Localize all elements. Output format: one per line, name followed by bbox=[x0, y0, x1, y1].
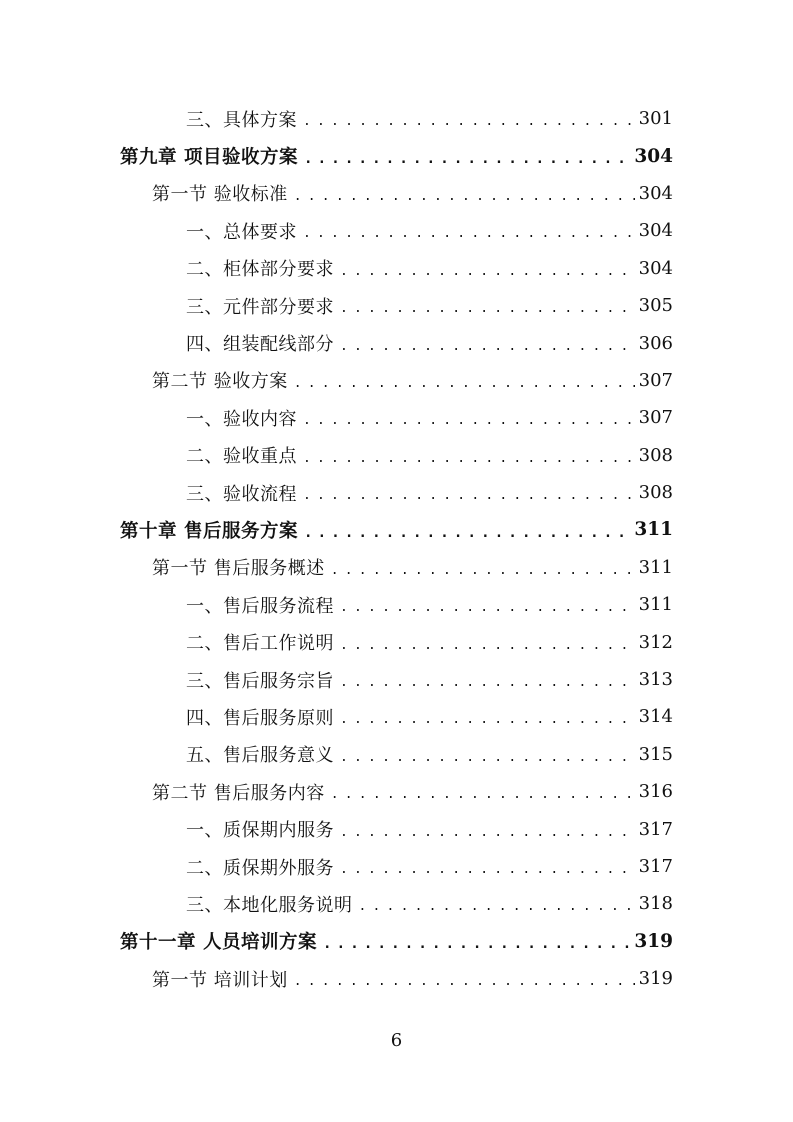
dot-leader bbox=[303, 489, 635, 502]
toc-entry-title: 四、售后服务原则 bbox=[186, 707, 334, 729]
dot-leader bbox=[340, 302, 635, 315]
toc-entry-chapter[interactable] bbox=[0, 923, 793, 960]
toc-entry-item[interactable] bbox=[0, 736, 793, 773]
toc-entry-section[interactable] bbox=[0, 362, 793, 399]
dot-leader bbox=[323, 937, 630, 951]
toc-entry-title: 第十章 售后服务方案 bbox=[120, 520, 298, 542]
dot-leader bbox=[304, 526, 630, 540]
toc-entry-title: 三、元件部分要求 bbox=[186, 296, 334, 318]
toc-entry-page-number: 318 bbox=[638, 893, 673, 915]
toc-entry-item[interactable] bbox=[0, 100, 793, 137]
dot-leader bbox=[340, 639, 635, 652]
dot-leader bbox=[340, 265, 635, 278]
toc-entry-page-number: 317 bbox=[638, 818, 673, 840]
toc-entry-title: 三、验收流程 bbox=[186, 483, 297, 505]
toc-entry-section[interactable] bbox=[0, 773, 793, 810]
dot-leader bbox=[340, 340, 635, 353]
toc-entry-item[interactable] bbox=[0, 250, 793, 287]
toc-entry-page-number: 305 bbox=[638, 295, 673, 317]
toc-entry-page-number: 306 bbox=[638, 332, 673, 354]
toc-entry-item[interactable] bbox=[0, 287, 793, 324]
toc-entry-title: 三、具体方案 bbox=[186, 109, 297, 131]
toc-entry-page-number: 315 bbox=[638, 743, 673, 765]
toc-entry-page-number: 316 bbox=[638, 781, 673, 803]
toc-entry-page-number: 319 bbox=[638, 968, 673, 990]
toc-entry-title: 一、总体要求 bbox=[186, 221, 297, 243]
toc-entry-item[interactable] bbox=[0, 324, 793, 361]
toc-entry-title: 三、本地化服务说明 bbox=[186, 894, 353, 916]
dot-leader bbox=[359, 900, 635, 913]
toc-entry-title: 二、质保期外服务 bbox=[186, 857, 334, 879]
toc-entry-title: 一、售后服务流程 bbox=[186, 595, 334, 617]
dot-leader bbox=[331, 788, 635, 801]
toc-entry-item[interactable] bbox=[0, 474, 793, 511]
toc-entry-item[interactable] bbox=[0, 848, 793, 885]
toc-entry-title: 第一节 售后服务概述 bbox=[152, 558, 325, 580]
dot-leader bbox=[303, 452, 635, 465]
toc-entry-title: 第九章 项目验收方案 bbox=[120, 147, 298, 169]
dot-leader bbox=[340, 826, 635, 839]
dot-leader bbox=[294, 377, 635, 390]
toc-entry-page-number: 311 bbox=[638, 556, 673, 578]
toc-entry-title: 第二节 售后服务内容 bbox=[152, 782, 325, 804]
toc-entry-title: 三、售后服务宗旨 bbox=[186, 670, 334, 692]
page-number: 6 bbox=[390, 1030, 403, 1051]
toc-entry-chapter[interactable] bbox=[0, 137, 793, 174]
dot-leader bbox=[340, 713, 635, 726]
dot-leader bbox=[303, 227, 635, 240]
toc-entry-title: 二、售后工作说明 bbox=[186, 633, 334, 655]
toc-entry-item[interactable] bbox=[0, 698, 793, 735]
toc-entry-page-number: 304 bbox=[638, 220, 673, 242]
toc-entry-chapter[interactable] bbox=[0, 511, 793, 548]
toc-entry-title: 一、验收内容 bbox=[186, 408, 297, 430]
toc-entry-page-number: 307 bbox=[638, 369, 673, 391]
toc-entry-page-number: 308 bbox=[638, 482, 673, 504]
toc-entry-title: 四、组装配线部分 bbox=[186, 334, 334, 356]
toc-entry-page-number: 307 bbox=[638, 407, 673, 429]
toc-entry-page-number: 311 bbox=[638, 594, 673, 616]
toc-entry-title: 第二节 验收方案 bbox=[152, 371, 288, 393]
toc-entry-section[interactable] bbox=[0, 960, 793, 997]
dot-leader bbox=[331, 564, 635, 577]
toc-entry-title: 第一节 验收标准 bbox=[152, 184, 288, 206]
toc-entry-page-number: 308 bbox=[638, 444, 673, 466]
toc-entry-page-number: 313 bbox=[638, 669, 673, 691]
dot-leader bbox=[340, 863, 635, 876]
toc-entry-title: 二、验收重点 bbox=[186, 446, 297, 468]
dot-leader bbox=[294, 190, 635, 203]
dot-leader bbox=[294, 975, 635, 988]
toc-entry-page-number: 319 bbox=[634, 930, 673, 952]
dot-leader bbox=[340, 676, 635, 689]
toc-entry-page-number: 304 bbox=[638, 257, 673, 279]
toc-entry-title: 五、售后服务意义 bbox=[186, 745, 334, 767]
toc-entry-page-number: 317 bbox=[638, 856, 673, 877]
toc-entry-page-number: 304 bbox=[634, 145, 673, 167]
dot-leader bbox=[340, 601, 635, 614]
toc-entry-title: 第一节 培训计划 bbox=[152, 969, 288, 991]
toc-entry-title: 一、质保期内服务 bbox=[186, 820, 334, 842]
toc-entry-page-number: 312 bbox=[638, 631, 673, 653]
toc-entry-section[interactable] bbox=[0, 549, 793, 586]
toc-entry-section[interactable] bbox=[0, 175, 793, 212]
toc-entry-item[interactable] bbox=[0, 885, 793, 922]
dot-leader bbox=[340, 751, 635, 764]
toc-entry-page-number: 314 bbox=[638, 706, 673, 728]
toc-entry-item[interactable] bbox=[0, 661, 793, 698]
toc-entry-item[interactable] bbox=[0, 586, 793, 623]
toc-entry-title: 第十一章 人员培训方案 bbox=[120, 932, 317, 954]
toc-entry-item[interactable] bbox=[0, 810, 793, 847]
toc-entry-item[interactable] bbox=[0, 623, 793, 660]
toc-entry-item[interactable] bbox=[0, 437, 793, 474]
toc-entry-page-number: 311 bbox=[634, 519, 673, 541]
toc-entry-item[interactable] bbox=[0, 212, 793, 249]
dot-leader bbox=[304, 152, 630, 166]
toc-entry-item[interactable] bbox=[0, 399, 793, 436]
toc-entry-title: 二、柜体部分要求 bbox=[186, 259, 334, 281]
toc-entry-page-number: 304 bbox=[638, 182, 673, 204]
toc-entry-page-number: 301 bbox=[638, 108, 673, 130]
table-of-contents bbox=[0, 100, 793, 997]
dot-leader bbox=[303, 115, 635, 128]
dot-leader bbox=[303, 414, 635, 427]
